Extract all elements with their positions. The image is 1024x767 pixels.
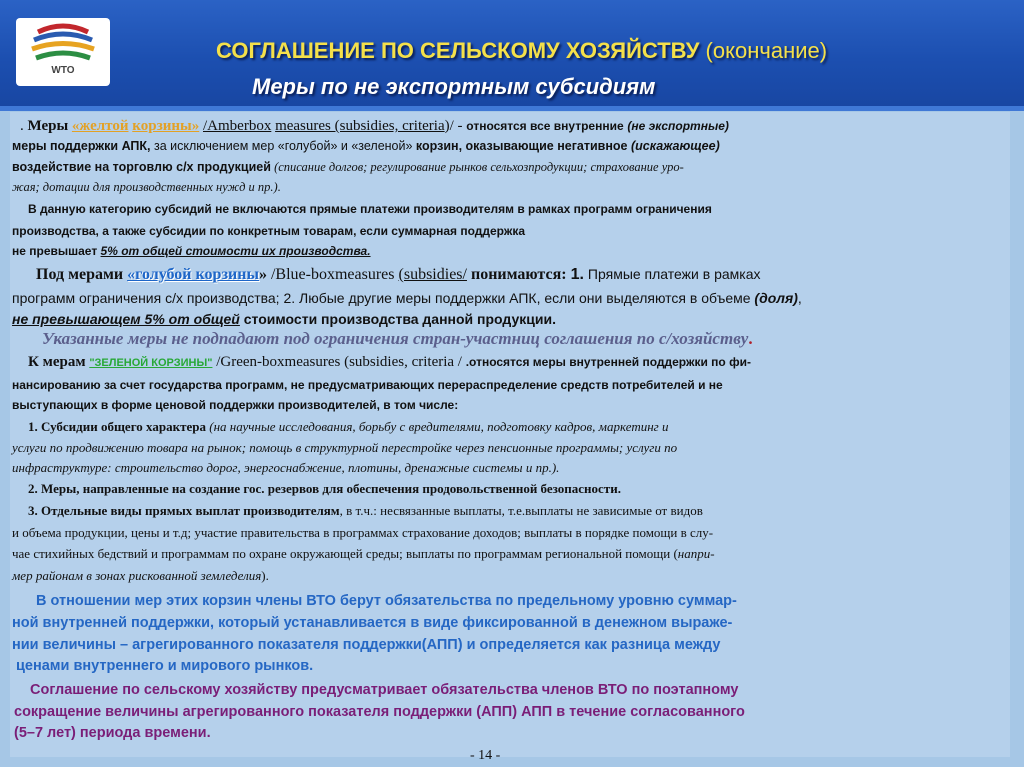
green-item-1-line-1 [28,418,668,436]
reduction-para-line-3: (5–7 лет) периода времени. [14,725,211,741]
text: чае стихийных бедствий и программам по охране окружающей среды; выплаты по программам региональной помощи ( [12,546,678,561]
text: программ ограничения с/х производства; 2. Любые другие меры поддержки АПК, если они выделяются в объеме [12,290,751,306]
amber-box-line-2 [12,137,720,155]
text: К мерам [28,354,86,370]
text: мер районам в зонах рискованной земледелия [12,568,262,583]
green-item-3-line-3 [12,545,715,563]
text: 5% от общей стоимости их производства. [100,244,371,258]
exclusion-line-3 [12,242,371,260]
text: (доля) [754,290,798,306]
green-box-line-2: нансированию за счет государства программ, не предусматривающих перераспределение средств потребителей и не [12,378,723,392]
amber-box-keyword: «желтой [71,118,129,134]
text: Под мерами [36,266,124,283]
text: (не экспортные) [627,119,729,133]
text: за исключением мер «голубой» и «зеленой» [154,139,413,153]
logo-label: WTO [51,65,75,76]
green-item-3-line-2: и объема продукции, цены и т.д; участие правительства в программах страхование доходов; выплаты в порядке помощи в слу- [12,525,714,540]
amber-box-line-1 [20,117,729,135]
text: 3. Отдельные виды прямых выплат производителям [28,503,340,518]
text: Прямые платежи в рамках [587,266,761,282]
bullet: . [20,118,24,134]
text: .относятся меры внутренней поддержки по фи- [465,355,751,369]
text: ). [261,568,269,583]
text: 1. [570,266,584,283]
text: (списание долгов; регулирование рынков сельхозпродукции; страхование уро- [274,160,684,174]
text: /Amberbox [203,118,272,134]
text: (искажающее) [631,139,720,153]
text: Меры [27,118,69,134]
wto-logo [16,18,110,86]
text: (subsidies/ [398,266,467,283]
text: воздействие на торговлю с/х продукцией [12,160,271,174]
green-item-3-line-1 [28,502,703,520]
page-number: - 14 - [470,748,501,763]
green-item-1-line-3: инфраструктуре: строительство дорог, энергоснабжение, плотины, дренажные системы и пр.). [12,460,560,475]
slide-subtitle: Меры по не экспортным субсидиям [252,74,656,99]
exclusion-line-2: производства, а также субсидии по конкретным товарам, если суммарная поддержка [12,224,526,238]
text: /Green-boxmeasures (subsidies, criteria / [216,354,462,370]
text: меры поддержки АПК, [12,139,151,153]
text: . [748,329,753,348]
text: Указанные меры не подпадают под ограничения стран-участниц соглашения по с/хозяйству [42,329,749,348]
text: , [797,290,802,306]
text: measures (subsidies, criteria [275,118,445,134]
blue-box-line-3 [12,310,556,328]
amber-box-line-3 [12,158,684,176]
obligations-para-line-2: ной внутренней поддержки, который устанавливается в виде фиксированной в денежном выраже- [12,615,733,631]
text: /Blue-boxmeasures [270,266,395,283]
title-suffix: (окончание) [705,38,828,63]
reduction-para-line-2: сокращение величины агрегированного показателя поддержки (АПП) АПП в течение согласованного [14,704,745,720]
green-item-2: 2. Меры, направленные на создание гос. резервов для обеспечения продовольственной безопасности. [28,481,621,496]
text: » [258,266,267,283]
green-box-line-1 [28,353,751,372]
text: не превышающем 5% от общей [12,311,240,327]
text: относятся все внутренние [466,119,624,133]
slide-title [216,38,827,64]
title-main: СОГЛАШЕНИЕ ПО СЕЛЬСКОМУ ХОЗЯЙСТВУ [216,38,700,63]
header-divider [0,106,1024,111]
exclusion-line-1: В данную категорию субсидий не включаются прямые платежи производителям в рамках программ ограничения [28,202,712,216]
blue-box-line-2 [12,289,802,307]
text: , в т.ч.: несвязанные выплаты, т.е.выплаты не зависимые от видов [339,503,703,518]
text: оказывающие негативное [465,139,628,153]
text: не превышает [12,244,98,258]
blue-box-line-1 [36,265,761,284]
obligations-para-line-3: нии величины – агрегированного показателя поддержки(АПП) и определяется как разница между [12,637,721,653]
reduction-para-line-1: Соглашение по сельскому хозяйству предусматривает обязательства членов ВТО по поэтапному [30,682,739,698]
text: (на научные исследования, борьбу с вредителями, подготовку кадров, маркетинг и [209,419,669,434]
green-item-1-line-2: услуги по продвижению товара на рынок; помощь в структурной перестройке через пенсионные программы; услуги по [12,440,678,455]
green-box-line-3: выступающих в форме ценовой поддержки производителей, в том числе: [12,398,459,412]
green-box-keyword: "ЗЕЛЕНОЙ КОРЗИНЫ" [89,357,213,369]
blue-box-note [42,330,753,348]
green-item-3-line-4 [12,567,269,585]
obligations-para-line-4: ценами внутреннего и мирового рынков. [16,658,314,674]
amber-box-keyword-2: корзины» [132,118,200,134]
text: 1. Субсидии общего характера [28,419,206,434]
text: понимаются: [470,266,567,283]
text: корзин, [415,139,463,153]
blue-box-keyword: «голубой корзины [127,266,259,283]
amber-box-line-4: жая; дотации для производственных нужд и пр.). [12,180,281,194]
text: напри- [677,546,715,561]
text: )/ - [444,118,463,134]
obligations-para-line-1: В отношении мер этих корзин члены ВТО берут обязательства по предельному уровню суммар- [36,593,737,609]
text: стоимости производства данной продукции. [243,311,556,327]
